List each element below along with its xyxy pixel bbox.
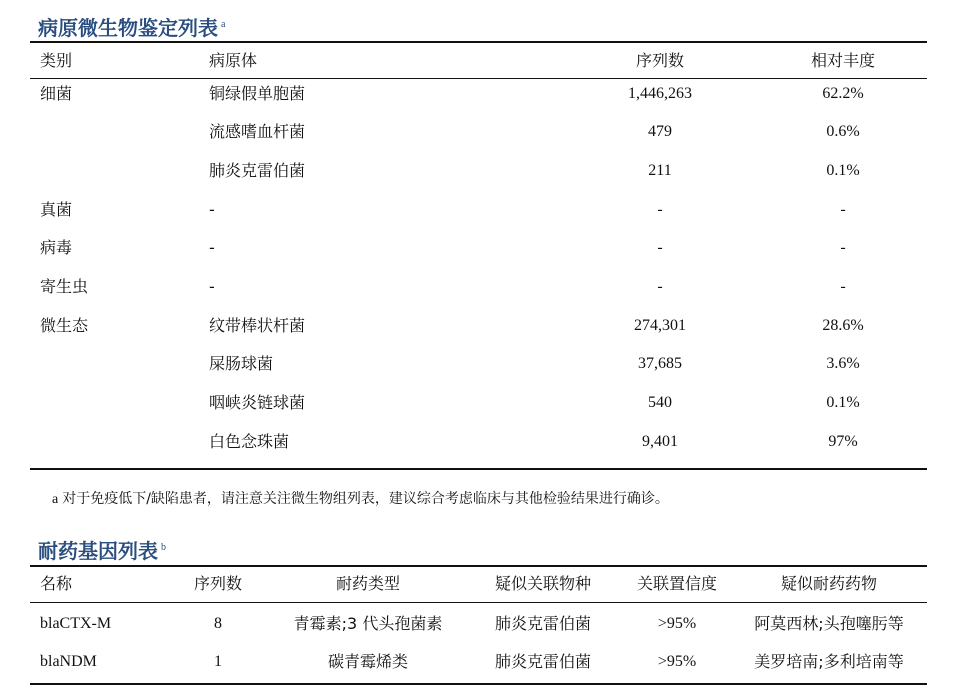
drugs-cell: 美罗培南;多利培南等 bbox=[754, 652, 904, 671]
drugs-cell: 阿莫西林;头孢噻肟等 bbox=[754, 614, 904, 633]
reads-cell: 1,446,263 bbox=[628, 85, 692, 102]
pathogen-cell: 铜绿假单胞菌 bbox=[209, 84, 306, 103]
category-cell: 细菌 bbox=[40, 84, 73, 103]
abundance-cell: 0.1% bbox=[826, 162, 860, 179]
category-cell: 病毒 bbox=[40, 238, 73, 257]
resistance-table-header-rule bbox=[30, 602, 927, 603]
col-header-confidence: 关联置信度 bbox=[636, 574, 718, 593]
category-cell: 寄生虫 bbox=[40, 277, 89, 296]
reads-cell: - bbox=[657, 239, 663, 256]
category-cell: 微生态 bbox=[40, 316, 89, 335]
reads-cell: - bbox=[657, 201, 663, 218]
gene-name-cell: blaNDM bbox=[40, 653, 97, 670]
col-header-drugs: 疑似耐药药物 bbox=[780, 574, 878, 593]
footnote-a bbox=[52, 488, 669, 508]
col-header-resistance-type: 耐药类型 bbox=[335, 574, 401, 593]
species-cell: 肺炎克雷伯菌 bbox=[494, 614, 592, 633]
col-header-reads: 序列数 bbox=[635, 51, 685, 70]
col-header-species: 疑似关联物种 bbox=[494, 574, 592, 593]
abundance-cell: 0.6% bbox=[826, 123, 860, 140]
abundance-cell: 97% bbox=[828, 433, 858, 450]
reads-cell: 479 bbox=[648, 123, 672, 140]
pathogen-cell: 流感嗜血杆菌 bbox=[209, 122, 306, 141]
gene-name-cell: blaCTX-M bbox=[40, 615, 112, 632]
abundance-cell: 62.2% bbox=[822, 85, 864, 102]
confidence-cell: >95% bbox=[657, 653, 697, 670]
abundance-cell: 28.6% bbox=[822, 317, 864, 334]
pathogen-cell: 纹带棒状杆菌 bbox=[209, 316, 306, 335]
resistance-table-top-rule bbox=[30, 565, 927, 567]
pathogen-cell: 白色念珠菌 bbox=[209, 432, 290, 451]
gene-reads-cell: 8 bbox=[214, 615, 222, 632]
resistance-table-bottom-rule bbox=[30, 683, 927, 685]
category-cell: 真菌 bbox=[40, 200, 73, 219]
col-header-category: 类别 bbox=[40, 51, 73, 70]
abundance-cell: 0.1% bbox=[826, 394, 860, 411]
resistance-type-cell: 碳青霉烯类 bbox=[327, 652, 409, 671]
gene-reads-cell: 1 bbox=[214, 653, 222, 670]
pathogen-cell: - bbox=[209, 238, 215, 257]
resistance-title-footnote-mark: b bbox=[161, 542, 166, 554]
col-header-gene-reads: 序列数 bbox=[193, 574, 243, 593]
footnote-a-text: 对于免疫低下/缺陷患者，请注意关注微生物组列表，建议综合考虑临床与其他检验结果进行确诊。 bbox=[62, 491, 669, 507]
abundance-cell: 3.6% bbox=[826, 355, 860, 372]
pathogen-table-bottom-rule bbox=[30, 468, 927, 470]
pathogen-title-footnote-mark: a bbox=[221, 19, 226, 31]
col-header-pathogen: 病原体 bbox=[209, 51, 258, 70]
resistance-type-cell: 青霉素;3 代头孢菌素 bbox=[293, 614, 443, 633]
col-header-abundance: 相对丰度 bbox=[810, 51, 876, 70]
reads-cell: 274,301 bbox=[634, 317, 686, 334]
pathogen-cell: - bbox=[209, 277, 215, 296]
reads-cell: 9,401 bbox=[642, 433, 678, 450]
reads-cell: 37,685 bbox=[638, 355, 682, 372]
abundance-cell: - bbox=[840, 278, 846, 295]
abundance-cell: - bbox=[840, 201, 846, 218]
reads-cell: - bbox=[657, 278, 663, 295]
abundance-cell: - bbox=[840, 239, 846, 256]
reads-cell: 540 bbox=[648, 394, 672, 411]
pathogen-table-top-rule bbox=[30, 41, 927, 43]
pathogen-table-title bbox=[38, 12, 225, 41]
species-cell: 肺炎克雷伯菌 bbox=[494, 652, 592, 671]
pathogen-cell: 咽峡炎链球菌 bbox=[209, 393, 306, 412]
col-header-name: 名称 bbox=[40, 574, 73, 593]
resistance-table-title bbox=[38, 535, 166, 564]
reads-cell: 211 bbox=[648, 162, 672, 179]
resistance-title-text: 耐药基因列表 bbox=[38, 539, 158, 563]
pathogen-cell: - bbox=[209, 200, 215, 219]
pathogen-cell: 屎肠球菌 bbox=[209, 354, 274, 373]
pathogen-cell: 肺炎克雷伯菌 bbox=[209, 161, 306, 180]
footnote-a-mark: a bbox=[52, 492, 59, 507]
pathogen-table-header-rule bbox=[30, 78, 927, 79]
confidence-cell: >95% bbox=[657, 615, 697, 632]
pathogen-title-text: 病原微生物鉴定列表 bbox=[38, 16, 218, 40]
